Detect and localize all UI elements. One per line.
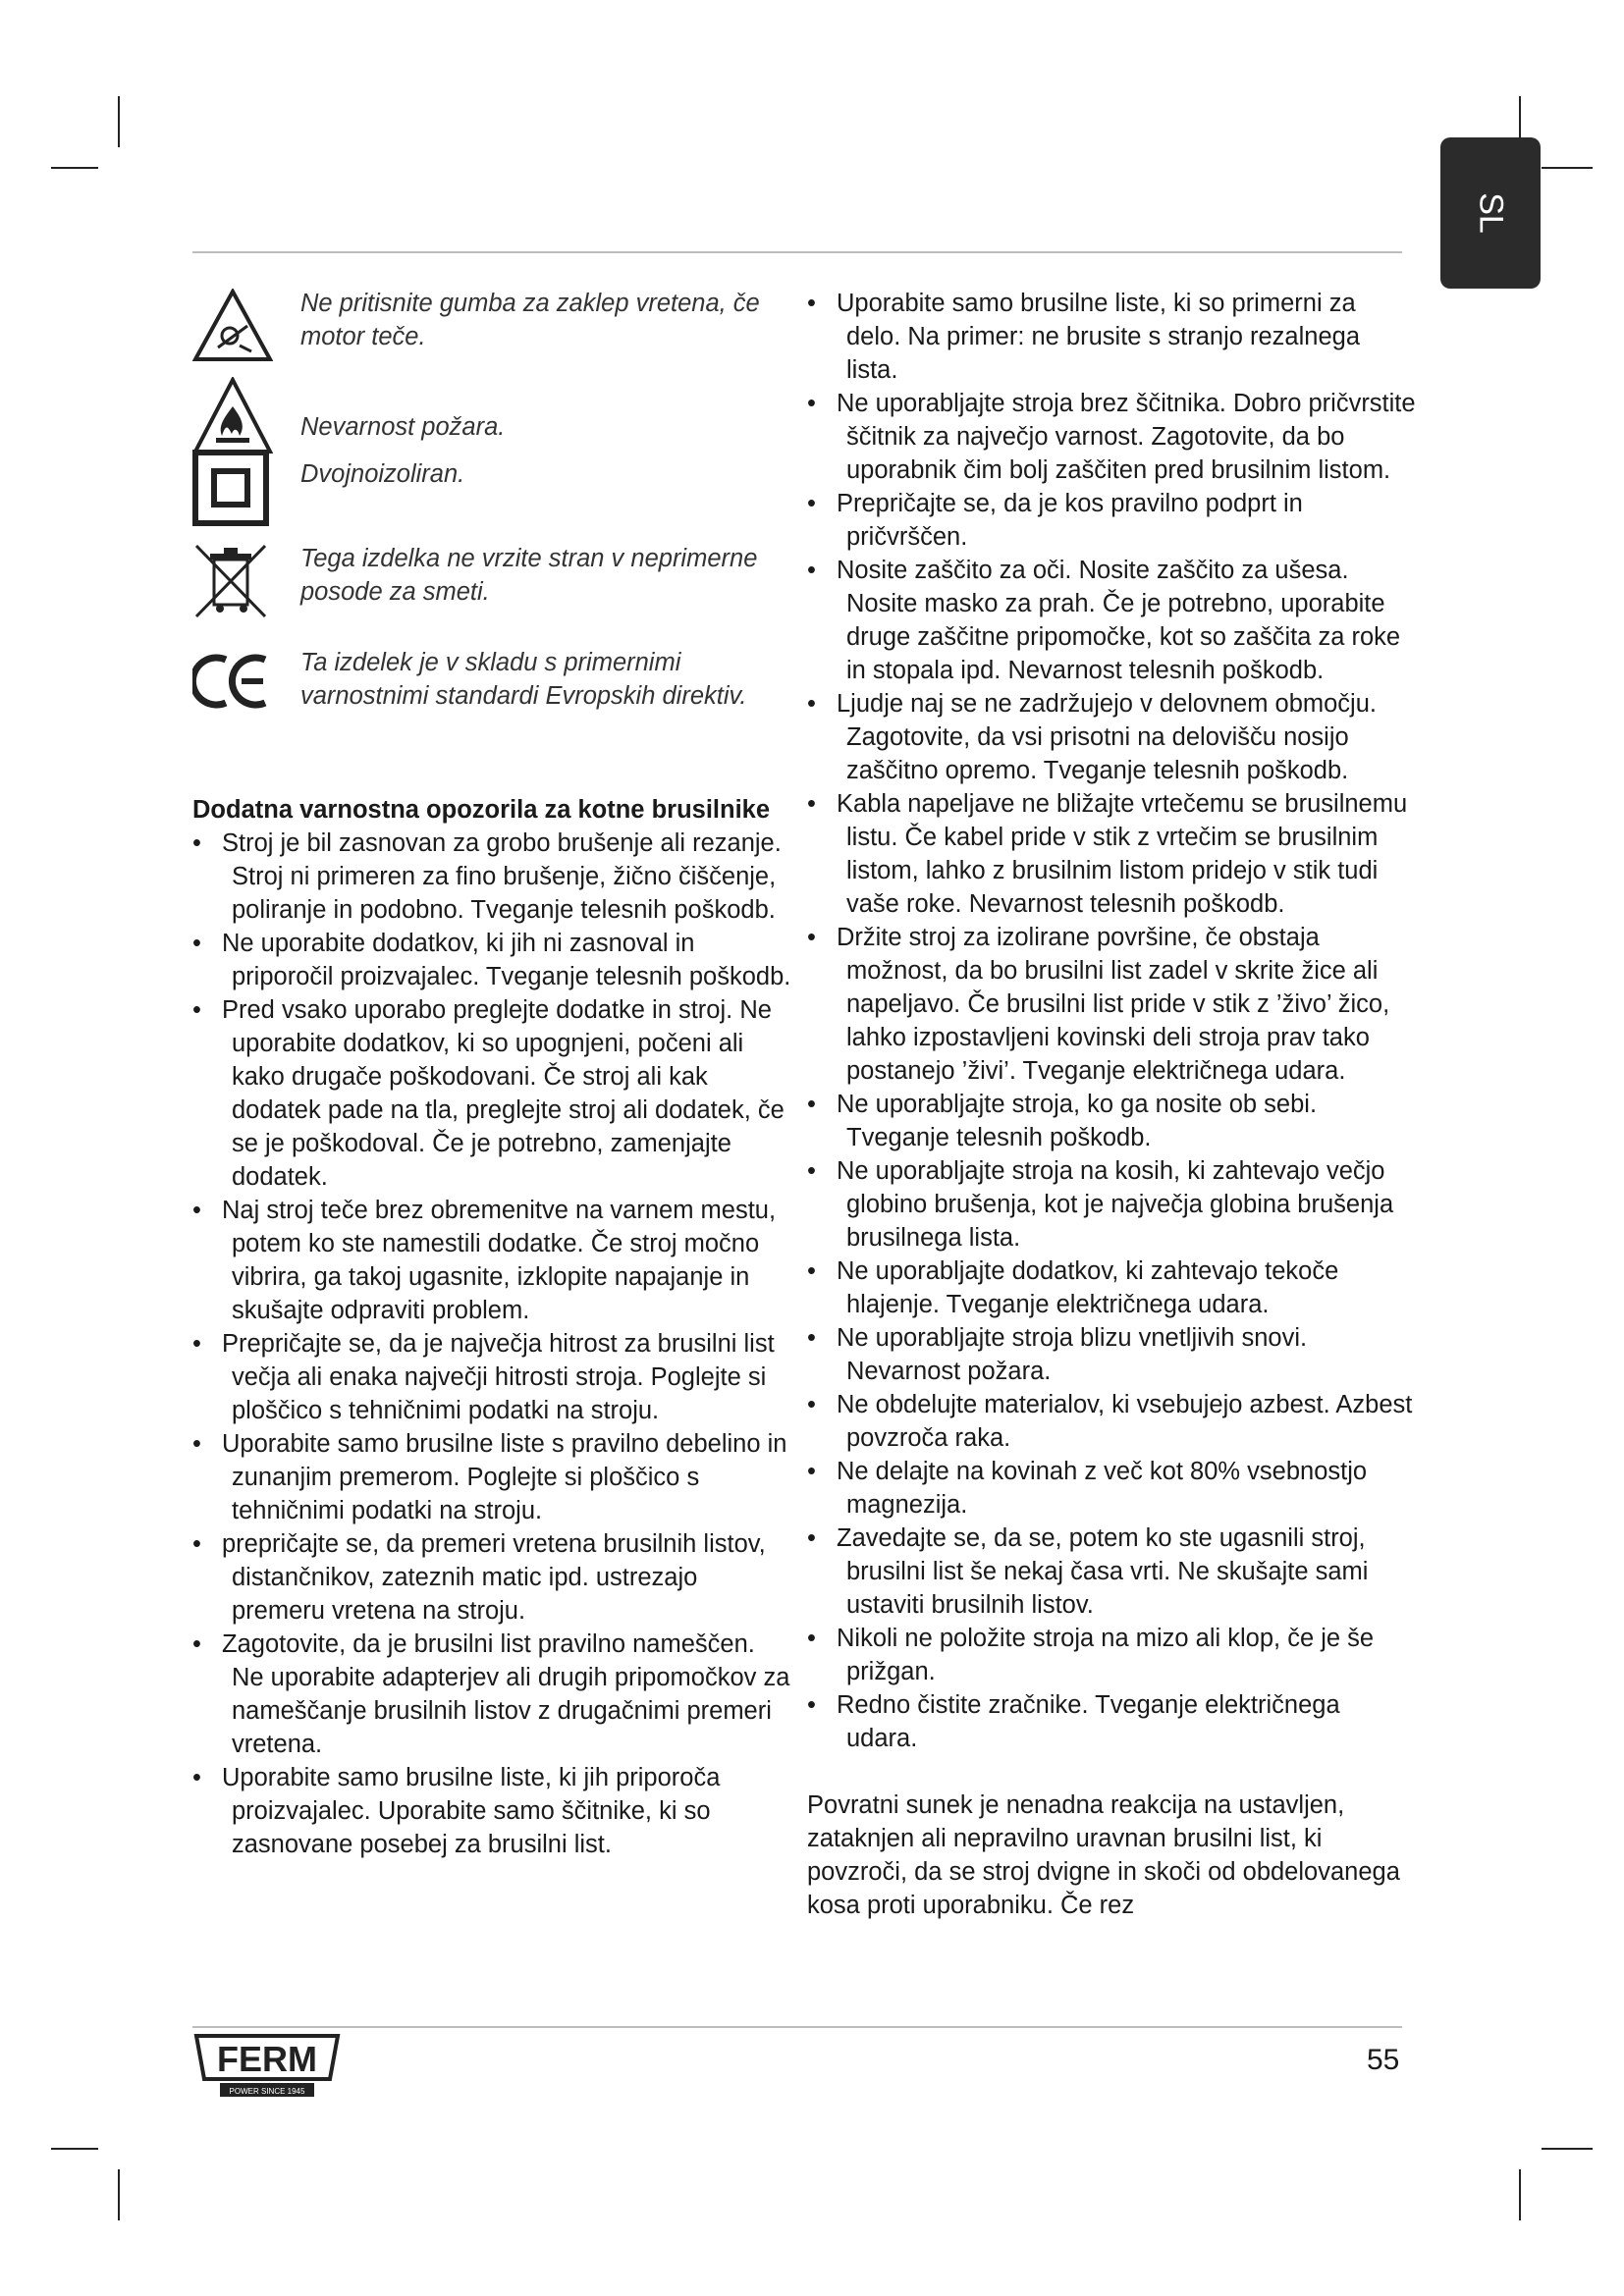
crop-mark	[118, 2169, 120, 2220]
list-item: • prepričajte se, da premeri vretena brusilnih listov, distančnikov, zateznih matic ipd. ustrezajo premeru vretena na stroju.	[192, 1527, 793, 1628]
list-item: • Ne uporabljajte stroja blizu vnetljivih snovi. Nevarnost požara.	[807, 1321, 1416, 1388]
list-item: • Prepričajte se, da je največja hitrost za brusilni list večja ali enaka največji hitrosti stroja. Poglejte si ploščico s tehničnimi podatki na stroju.	[192, 1327, 793, 1427]
list-item: • Nosite zaščito za oči. Nosite zaščito za ušesa. Nosite masko za prah. Če je potrebno, uporabite druge zaščitne pripomočke, kot so zaščita za roke in stopala ipd. Nevarnost telesnih poškodb.	[807, 554, 1416, 687]
list-item: • Redno čistite zračnike. Tveganje električnega udara.	[807, 1688, 1416, 1755]
logo-tagline: POWER SINCE 1945	[229, 2087, 305, 2096]
weee-bin-icon	[192, 542, 269, 620]
ce-mark-icon	[192, 652, 271, 711]
language-tab: SL	[1440, 137, 1541, 289]
page-number: 55	[1367, 2044, 1400, 2076]
list-item: • Ne uporabite dodatkov, ki jih ni zasnoval in priporočil proizvajalec. Tveganje telesnih poškodb.	[192, 927, 793, 993]
crop-mark	[1519, 2169, 1521, 2220]
symbol-row-spindle-lock	[192, 287, 793, 381]
crop-mark	[51, 167, 98, 169]
list-item: • Uporabite samo brusilne liste s pravilno debelino in zunanjim premerom. Poglejte si ploščico s tehničnimi podatki na stroju.	[192, 1427, 793, 1527]
list-item: • Naj stroj teče brez obremenitve na varnem mestu, potem ko ste namestili dodatke. Če stroj močno vibrira, ga takoj ugasnite, izklopite napajanje in skušajte odpraviti problem.	[192, 1194, 793, 1327]
crop-mark	[1542, 2148, 1593, 2150]
symbol-text: Tega izdelka ne vrzite stran v neprimerne posode za smeti.	[300, 545, 758, 606]
list-item: • Ljudje naj se ne zadržujejo v delovnem območju. Zagotovite, da vsi prisotni na delovišču nosijo zaščitno opremo. Tveganje telesnih poškodb.	[807, 687, 1416, 787]
list-item: • Kabla napeljave ne bližajte vrtečemu se brusilnemu listu. Če kabel pride v stik z vrtečim se brusilnim listom, lahko z brusilnim listom pridejo v stik tudi vaše roke. Nevarnost telesnih poškodb.	[807, 787, 1416, 921]
list-item: • Ne uporabljajte dodatkov, ki zahtevajo tekoče hlajenje. Tveganje električnega udara.	[807, 1255, 1416, 1321]
fire-warning-icon	[192, 377, 273, 455]
kickback-paragraph: Povratni sunek je nenadna reakcija na ustavljen, zataknjen ali nepravilno uravnan brusilni list, ki povzroči, da se stroj dvigne in skoči od obdelovanega kosa proti uporabniku. Če rez	[807, 1791, 1400, 1919]
left-bullet-list	[192, 827, 793, 1861]
symbol-row-double-insulation	[192, 448, 793, 542]
bottom-rule	[192, 2026, 1402, 2028]
list-item: • Ne obdelujte materialov, ki vsebujejo azbest. Azbest povzroča raka.	[807, 1388, 1416, 1455]
spindle-lock-warning-icon	[192, 289, 273, 363]
right-column	[807, 287, 1416, 1922]
list-item: • Ne uporabljajte stroja brez ščitnika. Dobro pričvrstite ščitnik za največjo varnost. Zagotovite, da bo uporabnik čim bolj zaščiten pred brusilnim listom.	[807, 387, 1416, 487]
symbol-row-weee	[192, 542, 793, 646]
list-item: • Ne delajte na kovinah z več kot 80% vsebnostjo magnezija.	[807, 1455, 1416, 1522]
symbol-text: Dvojnoizoliran.	[300, 460, 465, 488]
symbol-row-fire	[192, 381, 793, 448]
list-item: • Nikoli ne položite stroja na mizo ali klop, če je še prižgan.	[807, 1622, 1416, 1688]
double-insulation-icon	[192, 450, 269, 526]
list-item: • Zagotovite, da je brusilni list pravilno nameščen. Ne uporabite adapterjev ali drugih pripomočkov za nameščanje brusilnih listov z drugačnimi premeri vretena.	[192, 1628, 793, 1761]
list-item: • Ne uporabljajte stroja na kosih, ki zahtevajo večjo globino brušenja, kot je največja globina brušenja brusilnega lista.	[807, 1154, 1416, 1255]
crop-mark	[118, 96, 120, 147]
crop-mark	[51, 2148, 98, 2150]
left-column	[192, 287, 793, 1861]
right-bullet-list	[807, 287, 1416, 1755]
list-item: • Uporabite samo brusilne liste, ki so primerni za delo. Na primer: ne brusite s stranjo rezalnega lista.	[807, 287, 1416, 387]
list-item: • Prepričajte se, da je kos pravilno podprt in pričvrščen.	[807, 487, 1416, 554]
crop-mark	[1542, 167, 1593, 169]
symbol-text: Ta izdelek je v skladu s primernimi varnostnimi standardi Evropskih direktiv.	[300, 649, 747, 710]
symbol-row-ce	[192, 646, 793, 793]
list-item: • Zavedajte se, da se, potem ko ste ugasnili stroj, brusilni list še nekaj časa vrti. Ne skušajte sami ustaviti brusilnih listov.	[807, 1522, 1416, 1622]
symbol-text: Nevarnost požara.	[300, 413, 506, 441]
list-item: • Uporabite samo brusilne liste, ki jih priporoča proizvajalec. Uporabite samo ščitnike, ki so zasnovane posebej za brusilni list.	[192, 1761, 793, 1861]
top-rule	[192, 251, 1402, 253]
logo-text: FERM	[217, 2039, 317, 2079]
list-item: • Držite stroj za izolirane površine, če obstaja možnost, da bo brusilni list zadel v skrite žice ali napeljavo. Če brusilni list pride v stik z ’živo’ žico, lahko izpostavljeni kovinski deli stroja prav tako postanejo ’živi’. Tveganje električnega udara.	[807, 921, 1416, 1088]
list-item: • Stroj je bil zasnovan za grobo brušenje ali rezanje. Stroj ni primeren za fino brušenje, žično čiščenje, poliranje in podobno. Tveganje telesnih poškodb.	[192, 827, 793, 927]
symbol-text: Ne pritisnite gumba za zaklep vretena, če motor teče.	[300, 290, 760, 350]
list-item: • Ne uporabljajte stroja, ko ga nosite ob sebi. Tveganje telesnih poškodb.	[807, 1088, 1416, 1154]
list-item: • Pred vsako uporabo preglejte dodatke in stroj. Ne uporabite dodatkov, ki so upognjeni, počeni ali kako drugače poškodovani. Če stroj ali kak dodatek pade na tla, preglejte stroj ali dodatek, če se je poškodoval. Če je potrebno, zamenjajte dodatek.	[192, 993, 793, 1194]
section-heading: Dodatna varnostna opozorila za kotne brusilnike	[192, 796, 771, 824]
ferm-logo	[192, 2030, 342, 2105]
